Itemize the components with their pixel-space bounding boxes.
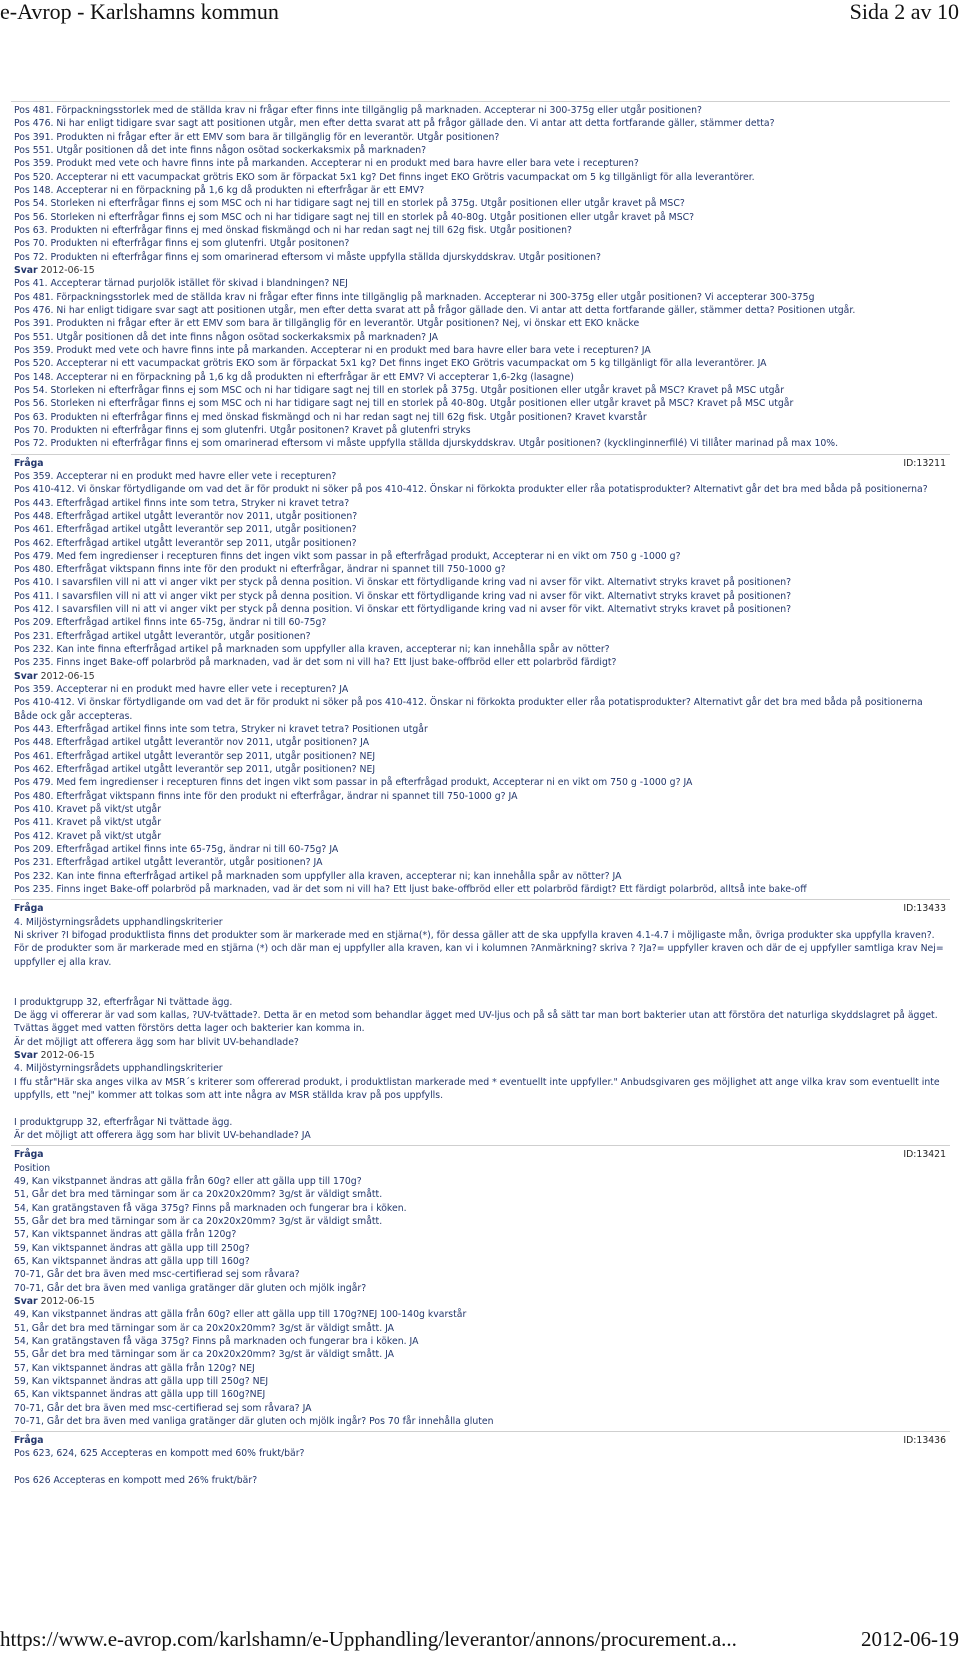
text-line: Pos 481. Förpackningsstorlek med de ställda krav ni frågar efter finns inte tillgänglig på marknaden. Accepterar ni 300-375g eller utgår positionen? Vi accepterar 300-375g — [14, 291, 815, 303]
qa-block-4 — [11, 1145, 950, 1431]
text-line: Pos 232. Kan inte finna efterfrågad artikel på marknaden som uppfyller alla kraven, accepterar ni; kan innehålla spår av nötter? — [14, 644, 610, 656]
fraga-label: Fråga — [14, 1435, 44, 1447]
text-line: Pos 235. Finns inget Bake-off polarbröd på marknaden, vad är det som ni vill ha? Ett ljust bake-offbröd eller ett polarbröd färdigt? Ett färdigt polarbröd, alltså inte bake-off — [14, 884, 807, 896]
qa-block-5 — [11, 1431, 950, 1490]
text-line: 55, Går det bra med tärningar som är ca 20x20x20mm? 3g/st är väldigt smått. — [14, 1215, 383, 1227]
text-line: 57, Kan viktspannet ändras att gälla från 120g? — [14, 1229, 237, 1241]
qa-list — [11, 101, 950, 1490]
answer-date: 2012-06-15 — [40, 1295, 95, 1307]
text-line: 65, Kan viktspannet ändras att gälla upp till 160g? — [14, 1255, 250, 1267]
text-line: Pos 411. Kravet på vikt/st utgår — [14, 817, 162, 829]
text-line: Pos 448. Efterfrågad artikel utgått leverantör nov 2011, utgår positionen? — [14, 510, 358, 522]
question-header — [14, 1148, 947, 1161]
qa-block-2 — [11, 454, 950, 900]
text-line: Pos 72. Produkten ni efterfrågar finns ej som omarinerad eftersom vi måste uppfylla ställda djurskyddskrav. Utgår positionen? — [14, 251, 601, 263]
text-line: I produktgrupp 32, efterfrågar Ni tvättade ägg. — [14, 996, 233, 1008]
text-line: 49, Kan vikstpannet ändras att gälla från 60g? eller att gälla upp till 170g?NEJ 100-140g kvarstår — [14, 1309, 467, 1321]
fraga-label: Fråga — [14, 903, 44, 915]
text-line: 57, Kan viktspannet ändras att gälla från 120g? NEJ — [14, 1362, 255, 1374]
answer-lines — [14, 1308, 947, 1428]
text-line: Pos 461. Efterfrågad artikel utgått leverantör sep 2011, utgår positionen? NEJ — [14, 750, 376, 762]
text-line: 65, Kan viktspannet ändras att gälla upp till 160g?NEJ — [14, 1389, 266, 1401]
text-line: Tvättas ägget med vatten förstörs detta lager och bakterier kan komma in. — [14, 1023, 365, 1035]
text-line: Pos 476. Ni har enligt tidigare svar sagt att positionen utgår, men efter detta svarat att på frågor gällade den. Vi antar att detta fortfarande gäller, stämmer detta? — [14, 118, 775, 130]
text-line: Är det möjligt att offerera ägg som har blivit UV-behandlade? — [14, 1036, 299, 1048]
print-date: 2012-06-19 — [861, 1627, 959, 1651]
text-line: Pos 359. Accepterar ni en produkt med havre eller vete i recepturen? — [14, 470, 337, 482]
text-line: 59, Kan viktspannet ändras att gälla upp till 250g? NEJ — [14, 1375, 269, 1387]
text-line: Pos 412. I savarsfilen vill ni att vi anger vikt per styck på denna position. Vi önskar ett förtydligande kring vad ni avser för vikt. Alternativt stryks kravet på positionen? — [14, 604, 792, 616]
text-line: Pos 481. Förpackningsstorlek med de ställda krav ni frågar efter finns inte tillgänglig på marknaden. Accepterar ni 300-375g eller utgår positionen? — [14, 105, 702, 116]
text-line — [14, 982, 947, 995]
text-line: Pos 56. Storleken ni efterfrågar finns ej som MSC och ni har tidigare sagt nej till en storlek på 40-80g. Utgår positionen eller utgår kravet på MSC? — [14, 211, 695, 223]
svar-label: Svar — [14, 1295, 38, 1307]
text-line: Pos 359. Accepterar ni en produkt med havre eller vete i recepturen? JA — [14, 684, 349, 696]
source-url-link[interactable]: https://www.e-avrop.com/karlshamn/e-Upphandling/leverantor/annons/procurement.a... — [0, 1627, 737, 1651]
text-line: Pos 63. Produkten ni efterfrågar finns ej med önskad fiskmängd och ni har redan sagt nej till 62g fisk. Utgår positionen? Kravet kvarstår — [14, 411, 647, 423]
question-id: ID:13433 — [903, 903, 946, 915]
text-line: 49, Kan vikstpannet ändras att gälla från 60g? eller att gälla upp till 170g? — [14, 1175, 362, 1187]
fraga-label: Fråga — [14, 1149, 44, 1161]
answer-date: 2012-06-15 — [40, 264, 95, 276]
text-line: Pos 480. Efterfrågat viktspann finns inte för den produkt ni efterfrågar, ändrar ni spannet till 750-1000 g? — [14, 564, 506, 576]
text-line: Pos 72. Produkten ni efterfrågar finns ej som omarinerad eftersom vi måste uppfylla ställda djurskyddskrav. Utgår positionen? (kycklinginnerfilé) Vi tillåter marinad på max 10%. — [14, 438, 839, 450]
text-line: 70-71, Går det bra även med vanliga gratänger där gluten och mjölk ingår? Pos 70 får innehålla gluten — [14, 1415, 494, 1427]
text-line: Är det möjligt att offerera ägg som har blivit UV-behandlade? JA — [14, 1129, 311, 1141]
question-lines — [14, 1447, 947, 1487]
text-line: Pos 209. Efterfrågad artikel finns inte 65-75g, ändrar ni till 60-75g? — [14, 617, 327, 629]
text-line: 54, Kan gratängstaven få väga 375g? Finns på marknaden och fungerar bra i köken. — [14, 1202, 407, 1214]
page-footer — [0, 1627, 960, 1653]
answer-date: 2012-06-15 — [40, 1049, 95, 1061]
fraga-label: Fråga — [14, 457, 44, 469]
text-line: Pos 63. Produkten ni efterfrågar finns ej med önskad fiskmängd och ni har redan sagt nej till 62g fisk. Utgår positionen? — [14, 224, 572, 236]
question-id: ID:13436 — [903, 1435, 946, 1447]
answer-header — [14, 1295, 947, 1308]
text-line: Pos 56. Storleken ni efterfrågar finns ej som MSC och ni har tidigare sagt nej till en storlek på 40-80g. Utgår positionen eller utgår kravet på MSC? Kravet på MSC utgår — [14, 398, 794, 410]
text-line: Pos 551. Utgår positionen då det inte finns någon osötad sockerkaksmix på marknaden? JA — [14, 331, 439, 343]
text-line — [14, 1461, 947, 1474]
question-lines — [14, 104, 947, 264]
text-line: Pos 359. Produkt med vete och havre finns inte på markanden. Accepterar ni en produkt med bara havre eller bara vete i recepturen? — [14, 158, 639, 170]
text-line: Position — [14, 1162, 51, 1174]
page-header — [0, 0, 960, 26]
text-line: Pos 209. Efterfrågad artikel finns inte 65-75g, ändrar ni till 60-75g? JA — [14, 844, 339, 856]
text-line — [14, 969, 947, 982]
answer-date: 2012-06-15 — [40, 670, 95, 682]
svar-label: Svar — [14, 264, 38, 276]
text-line: Pos 54. Storleken ni efterfrågar finns ej som MSC och ni har tidigare sagt nej till en storlek på 375g. Utgår positionen eller utgår kravet på MSC? Kravet på MSC utgår — [14, 384, 785, 396]
text-line: Pos 410-412. Vi önskar förtydligande om vad det är för produkt ni söker på pos 410-412. Önskar ni förkokta produkter eller råa potatisprodukter? Alternativt går det bra med båda på positionerna? — [14, 484, 928, 496]
answer-lines — [14, 277, 947, 450]
text-line: I produktgrupp 32, efterfrågar Ni tvättade ägg. — [14, 1116, 233, 1128]
text-line: Pos 411. I savarsfilen vill ni att vi anger vikt per styck på denna position. Vi önskar ett förtydligande kring vad ni avser för vikt. Alternativt stryks kravet på positionen? — [14, 590, 792, 602]
text-line: Pos 551. Utgår positionen då det inte finns någon osötad sockerkaksmix på marknaden? — [14, 144, 427, 156]
text-line: Pos 70. Produkten ni efterfrågar finns ej som glutenfri. Utgår positonen? Kravet på glutenfri stryks — [14, 424, 471, 436]
text-line: Ni skriver ?I bifogad produktlista finns det produkter som är markerade med en stjärna(*), för dessa gäller att de ska uppfylla kraven 4.1-4.7 i möjligaste mån, övriga produkter ska uppfylla kraven?. — [14, 930, 935, 942]
text-line: De ägg vi offererar är vad som kallas, ?UV-tvättade?. Detta är en metod som behandlar ägget med UV-ljus och på så sätt tar man bort bakterier utan att förstöra det naturliga skyddslagret på ägget. — [14, 1009, 938, 1021]
question-header — [14, 902, 947, 915]
text-line: Pos 479. Med fem ingredienser i recepturen finns det ingen vikt som passar in på efterfrågad produkt, Accepterar ni en vikt om 750 g -1000 g? JA — [14, 777, 693, 789]
qa-block-1 — [11, 101, 950, 454]
text-line: Pos 479. Med fem ingredienser i recepturen finns det ingen vikt som passar in på efterfrågad produkt, Accepterar ni en vikt om 750 g -1000 g? — [14, 550, 681, 562]
answer-lines — [14, 683, 947, 896]
text-line: Pos 461. Efterfrågad artikel utgått leverantör sep 2011, utgår positionen? — [14, 524, 357, 536]
question-id: ID:13421 — [903, 1149, 946, 1161]
text-line: Pos 520. Accepterar ni ett vacumpackat grötris EKO som är förpackat 5x1 kg? Det finns inget EKO Grötris vacumpackat om 5 kg tillgänligt för alla leverantörer. JA — [14, 358, 767, 370]
question-id: ID:13211 — [903, 457, 946, 469]
text-line: 59, Kan viktspannet ändras att gälla upp till 250g? — [14, 1242, 250, 1254]
text-line: Pos 448. Efterfrågad artikel utgått leverantör nov 2011, utgår positionen? JA — [14, 737, 370, 749]
text-line: 70-71, Går det bra även med msc-certifierad sej som råvara? — [14, 1269, 300, 1281]
text-line: I ffu står"Här ska anges vilka av MSR´s kriterer som offererad produkt, i produktlistan markerade med * eventuellt inte uppfyller." Anbudsgivaren ges möjlighet att ange vilka krav som eventuellt inte uppfylls, ett "nej" kommer att tolkas som att inte några av MSR ställda krav på pos uppfylls. — [14, 1076, 943, 1101]
text-line: 4. Miljöstyrningsrådets upphandlingskriterier — [14, 916, 223, 928]
text-line: 51, Går det bra med tärningar som är ca 20x20x20mm? 3g/st är väldigt smått. JA — [14, 1322, 395, 1334]
question-header — [14, 457, 947, 470]
text-line: 54, Kan gratängstaven få väga 375g? Finns på marknaden och fungerar bra i köken. JA — [14, 1335, 419, 1347]
answer-header — [14, 1049, 947, 1062]
text-line: Pos 462. Efterfrågad artikel utgått leverantör sep 2011, utgår positionen? — [14, 537, 357, 549]
text-line: Pos 70. Produkten ni efterfrågar finns ej som glutenfri. Utgår positonen? — [14, 238, 350, 250]
text-line: Pos 462. Efterfrågad artikel utgått leverantör sep 2011, utgår positionen? NEJ — [14, 764, 376, 776]
text-line: Pos 41. Accepterar tärnad purjolök istället för skivad i blandningen? NEJ — [14, 278, 348, 290]
text-line: Pos 359. Produkt med vete och havre finns inte på markanden. Accepterar ni en produkt med bara havre eller bara vete i recepturen? JA — [14, 344, 651, 356]
answer-header — [14, 264, 947, 277]
text-line: Pos 231. Efterfrågad artikel utgått leverantör, utgår positionen? JA — [14, 857, 323, 869]
text-line: 70-71, Går det bra även med vanliga gratänger där gluten och mjölk ingår? — [14, 1282, 367, 1294]
answer-lines — [14, 1062, 947, 1142]
text-line: 70-71, Går det bra även med msc-certifierad sej som råvara? JA — [14, 1402, 312, 1414]
svar-label: Svar — [14, 1049, 38, 1061]
text-line: Pos 480. Efterfrågat viktspann finns inte för den produkt ni efterfrågar, ändrar ni spannet till 750-1000 g? JA — [14, 790, 518, 802]
text-line: Pos 412. Kravet på vikt/st utgår — [14, 830, 162, 842]
text-line: Pos 391. Produkten ni frågar efter är ett EMV som bara är tillgänglig för en leverantör. Utgår positionen? — [14, 131, 500, 143]
text-line: 55, Går det bra med tärningar som är ca 20x20x20mm? 3g/st är väldigt smått. JA — [14, 1349, 395, 1361]
text-line: Pos 148. Accepterar ni en förpackning på 1,6 kg då produkten ni efterfrågar är ett EMV? — [14, 184, 425, 196]
text-line: Pos 626 Accepteras en kompott med 26% frukt/bär? — [14, 1475, 258, 1487]
question-header — [14, 1434, 947, 1447]
text-line: Pos 54. Storleken ni efterfrågar finns ej som MSC och ni har tidigare sagt nej till en storlek på 375g. Utgår positionen eller utgår kravet på MSC? — [14, 198, 685, 210]
text-line: Pos 520. Accepterar ni ett vacumpackat grötris EKO som är förpackat 5x1 kg? Det finns inget EKO Grötris vacumpackat om 5 kg tillgänligt för alla leverantörer. — [14, 171, 755, 183]
text-line: Pos 410. I savarsfilen vill ni att vi anger vikt per styck på denna position. Vi önskar ett förtydligande kring vad ni avser för vikt. Alternativt stryks kravet på positionen? — [14, 577, 792, 589]
document-title: e-Avrop - Karlshamns kommun — [0, 0, 279, 24]
page-number: Sida 2 av 10 — [849, 0, 959, 24]
text-line: Pos 148. Accepterar ni en förpackning på 1,6 kg då produkten ni efterfrågar är ett EMV? Vi accepterar 1,6-2kg (lasagne) — [14, 371, 574, 383]
text-line: Pos 476. Ni har enligt tidigare svar sagt att positionen utgår, men efter detta svarat att på frågor gällade den. Vi antar att detta fortfarande gäller, stämmer detta? Positionen utgår. — [14, 304, 856, 316]
text-line: 51, Går det bra med tärningar som är ca 20x20x20mm? 3g/st är väldigt smått. — [14, 1189, 383, 1201]
text-line: Pos 232. Kan inte finna efterfrågad artikel på marknaden som uppfyller alla kraven, accepterar ni; kan innehålla spår av nötter? JA — [14, 870, 622, 882]
question-lines — [14, 1162, 947, 1295]
question-lines — [14, 470, 947, 670]
text-line: Pos 410. Kravet på vikt/st utgår — [14, 804, 162, 816]
qa-block-3 — [11, 899, 950, 1145]
text-line: Pos 443. Efterfrågad artikel finns inte som tetra, Stryker ni kravet tetra? — [14, 497, 350, 509]
text-line: Pos 623, 624, 625 Accepteras en kompott med 60% frukt/bär? — [14, 1448, 305, 1460]
text-line: 4. Miljöstyrningsrådets upphandlingskriterier — [14, 1063, 223, 1075]
question-lines — [14, 916, 947, 1049]
answer-header — [14, 670, 947, 683]
text-line — [14, 1102, 947, 1115]
text-line: Pos 410-412. Vi önskar förtydligande om vad det är för produkt ni söker på pos 410-412. Önskar ni förkokta produkter eller råa potatisprodukter? Alternativt går det bra med båda på positionerna Både ock går accepteras. — [14, 697, 926, 722]
text-line: För de produkter som är markerade med en stjärna (*) och där man ej uppfyller alla kraven, kan vi i kolumnen ?Anmärkning? skriva ? ?Ja?= uppfyller kraven och där de ej uppfyller samtliga krav Nej= uppfyller ej alla krav. — [14, 943, 947, 968]
text-line: Pos 231. Efterfrågad artikel utgått leverantör, utgår positionen? — [14, 630, 311, 642]
svar-label: Svar — [14, 670, 38, 682]
text-line: Pos 391. Produkten ni frågar efter är ett EMV som bara är tillgänglig för en leverantör. Utgår positionen? Nej, vi önskar ett EKO knäcke — [14, 318, 640, 330]
text-line: Pos 443. Efterfrågad artikel finns inte som tetra, Stryker ni kravet tetra? Positionen utgår — [14, 724, 428, 736]
text-line: Pos 235. Finns inget Bake-off polarbröd på marknaden, vad är det som ni vill ha? Ett ljust bake-offbröd eller ett polarbröd färdigt? — [14, 657, 617, 669]
